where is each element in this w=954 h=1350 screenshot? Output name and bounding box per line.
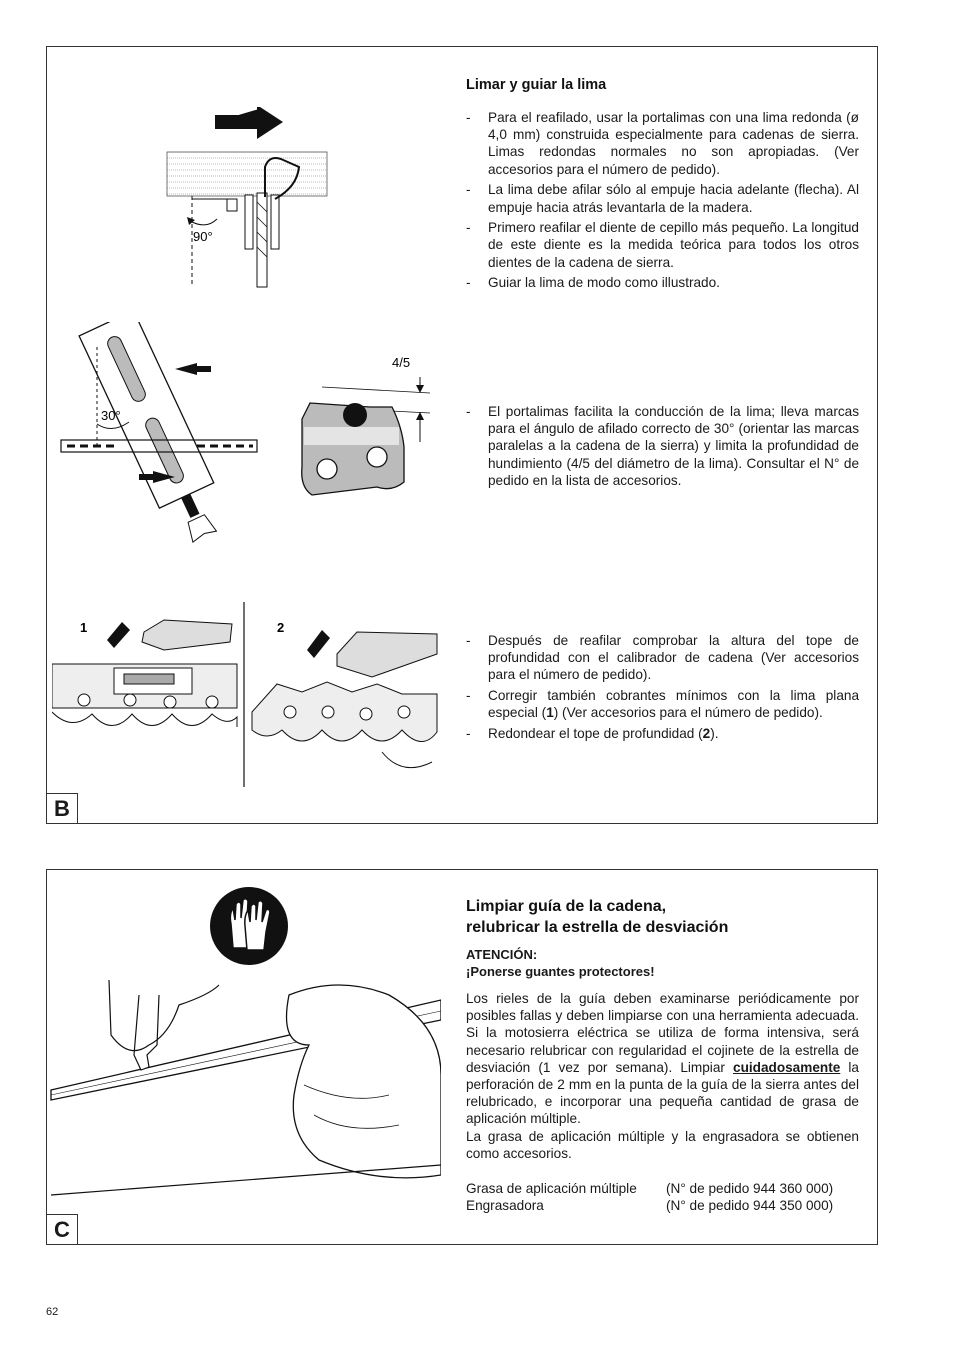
depth-ratio-label: 4/5 — [392, 355, 411, 370]
depth-gauge-illustration — [52, 602, 442, 792]
section-b-panel — [46, 46, 878, 824]
section-c-heading — [466, 896, 728, 938]
page-number: 62 — [46, 1306, 59, 1318]
figure-ref-2: 2 — [702, 726, 711, 742]
figure-ref-1: 1 — [546, 705, 554, 721]
parts-table — [466, 1180, 833, 1214]
file-holder-instructions-list — [466, 403, 859, 493]
table-row — [466, 1180, 833, 1197]
section-c-heading-line2: relubricar la estrella de desviación — [466, 919, 729, 936]
part-order-number: (N° de pedido 944 350 000) — [666, 1198, 834, 1214]
warning-title: ATENCIÓN: — [466, 947, 538, 962]
list-item: - El portalimas facilita la conducción de la lima; lleva marcas para el ángulo de afilado correcto de 30° (orientar las marcas paralelas a la cadena de la sierra) y limita la profundidad de hundimiento (4/5 del diámetro de la lima). Consultar el N° de pedido en la lista de accesorios. — [466, 403, 859, 489]
part-order-number: (N° de pedido 944 360 000) — [666, 1181, 834, 1196]
file-perpendicular-illustration — [157, 107, 357, 297]
file-holder-30deg-illustration — [57, 322, 287, 562]
fig1-label: 1 — [80, 620, 88, 635]
part-name: Engrasadora — [466, 1198, 544, 1214]
list-item-text: ) (Ver accesorios para el número de pedido). — [553, 705, 823, 721]
list-item — [466, 687, 859, 721]
emphasis-text: cuidadosamente — [733, 1059, 841, 1075]
list-item-text: Redondear el tope de profundidad ( — [488, 726, 703, 742]
section-b-heading: Limar y guiar la lima — [466, 77, 607, 93]
list-item-text: Corregir también cobrantes mínimos con la lima plana especial ( — [488, 688, 859, 721]
warning-block — [466, 946, 655, 980]
section-c-tag: C — [46, 1214, 78, 1245]
list-item — [466, 725, 859, 742]
warning-text: ¡Ponerse guantes protectores! — [466, 964, 655, 979]
accessories-paragraph: La grasa de aplicación múltiple y la engrasadora se obtienen como accesorios. — [466, 1128, 859, 1161]
maintenance-paragraph — [466, 990, 859, 1162]
angle-90-label: 90° — [193, 229, 213, 244]
depth-gauge-instructions-list — [466, 632, 859, 746]
section-c-heading-line1: Limpiar guía de la cadena, — [466, 898, 667, 915]
list-item: - Después de reafilar comprobar la altura del tope de profundidad con el calibrador de cadena (Ver accesorios para el número de pedido). — [466, 632, 859, 684]
list-item-text: ). — [710, 726, 719, 742]
paragraph-text: la perforación de 2 mm en la punta de la guía de la sierra antes del relubricado, e incorporar una pequeña cantidad de grasa de aplicación múltiple. — [466, 1059, 859, 1127]
file-depth-illustration — [292, 347, 442, 517]
paragraph-text: Los rieles de la guía deben examinarse periódicamente por posibles fallas y deben limpiarse con una herramienta adecuada. Si la motosierra eléctrica se utiliza de forma intensiva, será necesario relubricar con regularidad el cojinete de la estrella de desviación (1 vez por semana). Limpiar — [466, 991, 859, 1075]
list-item: - Guiar la lima de modo como illustrado. — [466, 274, 859, 291]
table-row — [466, 1197, 833, 1214]
bar-cleaning-illustration — [49, 975, 441, 1200]
part-name: Grasa de aplicación múltiple — [466, 1181, 637, 1196]
list-item: - Para el reafilado, usar la portalimas con una lima redonda (ø 4,0 mm) construida especialmente para cadenas de sierra. Limas redondas normales no son apropiadas. (Ver accesorios para el número de pedido). — [466, 109, 859, 178]
fig2-label: 2 — [277, 620, 285, 635]
gloves-icon — [209, 886, 289, 966]
section-c-panel — [46, 869, 878, 1245]
sharpening-instructions-list — [466, 109, 859, 295]
section-b-tag: B — [46, 793, 78, 824]
list-item: - La lima debe afilar sólo al empuje hacia adelante (flecha). Al empuje hacia atrás levantarla de la madera. — [466, 181, 859, 215]
list-item: - Primero reafilar el diente de cepillo más pequeño. La longitud de este diente es la medida teórica para todos los otros dientes de la cadena de sierra. — [466, 219, 859, 271]
angle-30-label: 30° — [101, 408, 121, 423]
